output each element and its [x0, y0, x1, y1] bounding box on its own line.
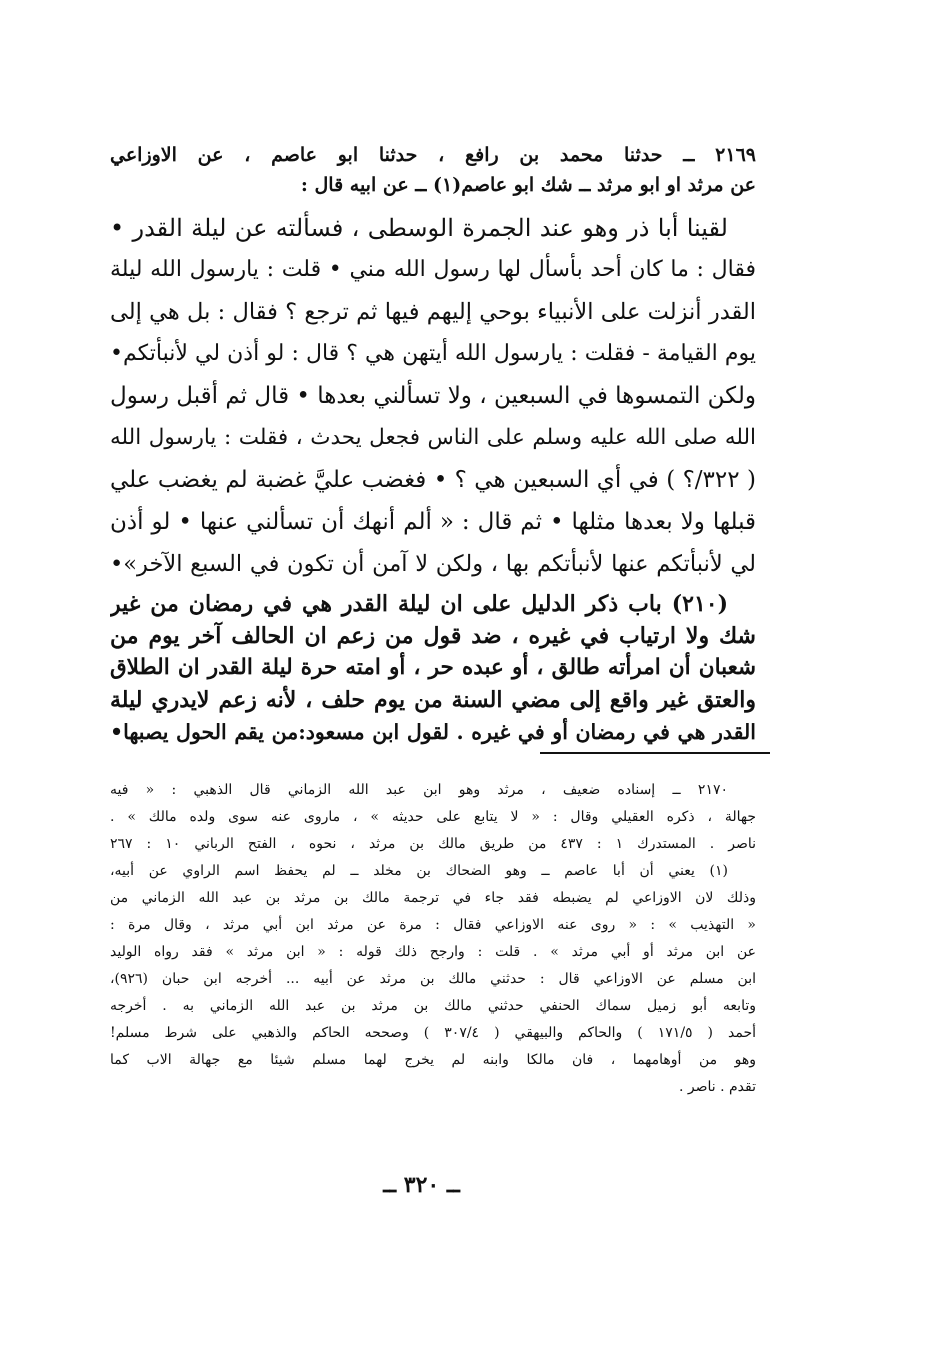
footnote-line: ابن مسلم عن الاوزاعي قال : حدثني مالك بن مرثد عن أبيه ... أخرجه ابن حبان (٩٢٦)، — [110, 971, 756, 987]
footnote-line: عن ابن مرثد أو أبي مرثد » . قلت : وارجح ذلك قوله : « ابن مرثد » فقد رواه الوليد — [110, 944, 756, 960]
footnote-line: أحمد ( ١٧١/٥ ) والحاكم والبيهقي ( ٣٠٧/٤ ) وصححه الحاكم والذهبي على شرط مسلم! — [110, 1025, 756, 1041]
isnad-line: ٢١٦٩ ــ حدثنا محمد بن رافع ، حدثنا ابو عاصم ، عن الاوزاعي — [110, 144, 756, 166]
footnote-line: ٢١٧٠ ــ إسناده ضعيف ، مرثد وهو ابن عبد الله الزماني قال الذهبي : « فيه — [110, 782, 728, 798]
footnote-line: وتابعه أبو زميل سماك الحنفي حدثني مالك بن مرثد بن عبد الله الزماني به . أخرجه — [110, 998, 756, 1014]
footnote-line: « التهذيب » : « روى عنه الاوزاعي فقال : مرة عن مرثد ابن أبي مرثد ، وقال مرة : — [110, 917, 756, 933]
hadith-text-line: فقال : ما كان أحد بأسأل لها رسول الله مني • قلت : يارسول الله ليلة — [110, 257, 756, 282]
hadith-text-line: لقينا أبا ذر وهو عند الجمرة الوسطى ، فسألته عن ليلة القدر • — [110, 214, 728, 242]
footnote-line: وذلك لان الاوزاعي لم يضبطه فقد جاء في ترجمة مالك بن مرثد بن عبد الله الزماني من — [110, 890, 756, 906]
hadith-text-line: القدر أنزلت على الأنبياء بوحي إليهم فيها ثم ترجع ؟ فقال : بل هي إلى — [110, 299, 756, 325]
page-number: ــ ٣٢٠ ــ — [383, 1172, 460, 1198]
footnote-line: (١) يعني أن أبا عاصم ــ وهو الضحاك بن مخلد ــ لم يحفظ اسم الراوي عن أبيه، — [110, 863, 728, 879]
chapter-heading-line: والعتق غير واقع إلى مضي السنة من يوم حلف ، لأنه زعم لايدري ليلة — [110, 687, 756, 713]
hadith-text-line: ولكن التمسوها في السبعين ، ولا تسألني بعدها • قال ثم أقبل رسول — [110, 383, 756, 409]
chapter-heading-line: (٢١٠) باب ذكر الدليل على ان ليلة القدر هي في رمضان من غير — [110, 591, 728, 617]
hadith-text-line: يوم القيامة - فقلت : يارسول الله أيتهن هي ؟ قال : لو أذن لي لأنبأتكم• — [110, 341, 756, 366]
chapter-heading-line: شك ولا ارتياب في غيره ، ضد قول من زعم ان الحالف آخر يوم من — [110, 623, 756, 649]
isnad-line: عن مرثد او ابو مرثد ــ شك ابو عاصم(١) ــ عن ابيه قال : — [300, 174, 756, 196]
hadith-text-line: ( ٣٢٢/؟ ) في أي السبعين هي ؟ • فغضب عليَّ غضبة لم يغضب علي — [110, 467, 756, 493]
footnote-line: تقدم . ناصر . — [678, 1079, 756, 1095]
footnote-line: جهالة ، ذكره العقيلي وقال : « لا يتابع على حديثه » ، ماروى عنه سوى ولده مالك » . — [110, 809, 756, 825]
hadith-text-line: لي لأنبأتكم عنها لأنبأتكم بها ، ولكن لا آمن أن تكون في السبع الآخر»• — [110, 551, 756, 577]
chapter-heading-line: شعبان أن امرأته طالق ، أو عبده حر ، أو امته حرة ليلة القدر ان الطلاق — [110, 655, 756, 680]
hadith-text-line: الله صلى الله عليه وسلم على الناس فجعل يحدث ، فقلت : يارسول الله — [110, 425, 756, 450]
footnote-line: ناصر . المستدرك ١ : ٤٣٧ من طريق مالك بن مرثد ، نحوه ، الفتح الرباني ١٠ : ٢٦٧ — [110, 836, 756, 852]
footnote-separator — [540, 752, 770, 754]
footnote-line: وهو من أوهامهما ، فان مالكا وابنه لم يخرج لهما مسلم شيئا مع جهالة الاب كما — [110, 1052, 756, 1068]
chapter-heading-line: القدر هي في رمضان أو في غيره . لقول ابن مسعود:من يقم الحول يصبها• — [110, 720, 756, 744]
hadith-text-line: قبلها ولا بعدها مثلها • ثم قال : « ألم أنهك أن تسألني عنها • لو أذن — [110, 509, 756, 535]
